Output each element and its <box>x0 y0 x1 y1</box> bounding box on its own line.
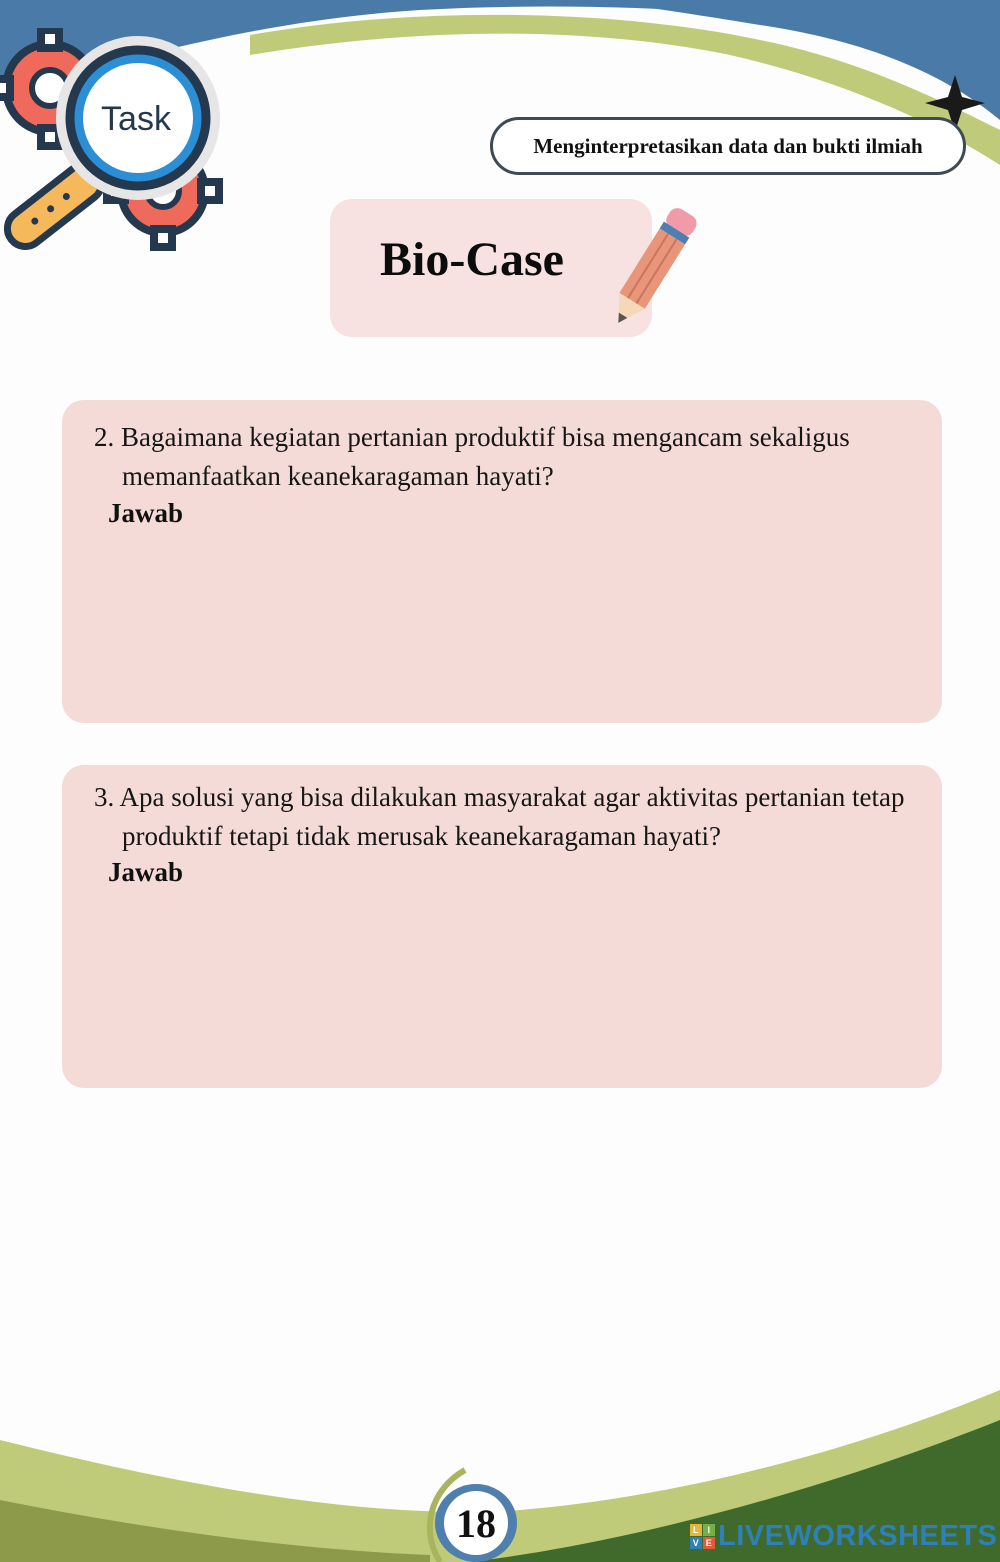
task-badge-label: Task <box>101 100 171 138</box>
liveworksheets-logo[interactable] <box>690 1520 997 1553</box>
page-number: 18 <box>444 1491 508 1555</box>
liveworksheets-grid-icon: L I V E <box>690 1524 715 1549</box>
answer-label: Jawab <box>108 498 184 528</box>
task-magnifier-icon <box>0 28 230 258</box>
question-text: 2. Bagaimana kegiatan pertanian produktif bisa mengancam sekaligus memanfaatkan keanekaragaman hayati? <box>94 422 850 491</box>
question-text: 3. Apa solusi yang bisa dilakukan masyarakat agar aktivitas pertanian tetap produktif tetapi tidak merusak keanekaragaman hayati? <box>94 782 905 851</box>
answer-label: Jawab <box>108 857 184 887</box>
page-number-badge <box>435 1484 517 1562</box>
pencil-icon <box>600 196 710 341</box>
answer-input[interactable] <box>100 535 920 715</box>
page-title: Bio-Case <box>380 233 564 286</box>
skill-pill: Menginterpretasikan data dan bukti ilmiah <box>490 117 966 175</box>
liveworksheets-brand: LIVEWORKSHEETS <box>718 1520 998 1552</box>
answer-input[interactable] <box>100 895 920 1075</box>
